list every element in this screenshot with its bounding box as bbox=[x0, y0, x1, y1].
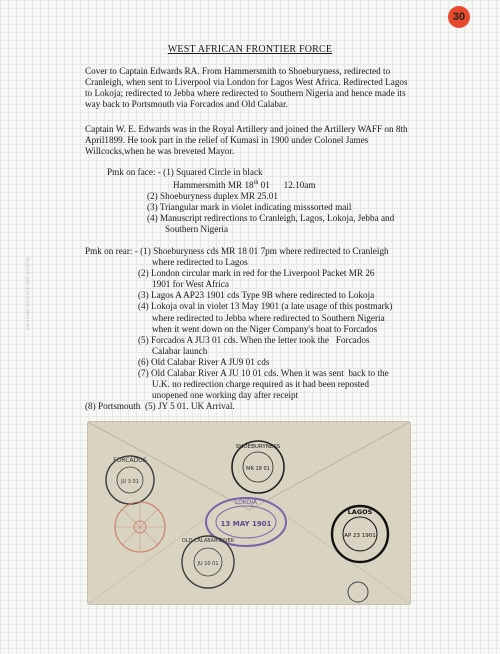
forcados-postmark bbox=[106, 456, 154, 504]
face-line1: Hammersmith MR 18th 01 12.10am bbox=[173, 180, 316, 191]
old-calabar-postmark bbox=[182, 536, 235, 588]
london-red-postmark bbox=[115, 502, 165, 552]
rear-heading: Pmk on rear: - (1) Shoeburyness cds MR 18 01 7pm where redirected to Cranleigh bbox=[85, 246, 389, 256]
svg-text:FORCADOS: FORCADOS bbox=[113, 457, 147, 464]
small-postmark bbox=[348, 582, 368, 602]
description-paragraph: Cover to Captain Edwards RA. From Hammersmith to Shoeburyness, redirected to Cranleigh, when sent to Liverpool via London for Lagos West Africa. Redirected Lagos to Lokoja; redirected to Jebba where redirected to Southern Nigeria and hence made its way back to Portsmouth via Forcados and Old Calabar. bbox=[85, 66, 408, 109]
face-item: (2) Shoeburyness duplex MR 25.01 bbox=[147, 191, 278, 202]
svg-text:JU 3 01: JU 3 01 bbox=[121, 479, 139, 485]
rear-line: (7) Old Calabar River A JU 10 01 cds. When it was sent back to the bbox=[138, 368, 389, 379]
svg-text:13 MAY 1901: 13 MAY 1901 bbox=[220, 520, 272, 528]
shoeburyness-postmark bbox=[232, 441, 284, 493]
face-item: (4) Manuscript redirections to Cranleigh, Lagos, Lokoja, Jebba and bbox=[147, 213, 395, 224]
cover-envelope-image bbox=[88, 422, 410, 604]
rear-line: Calabar launch bbox=[152, 345, 208, 356]
page-number-badge: 30 bbox=[448, 6, 470, 28]
rear-line: U.K. no redirection charge required as it had been reposted bbox=[152, 379, 369, 390]
cover-illustration bbox=[88, 422, 410, 604]
svg-text:LOKOJA: LOKOJA bbox=[235, 499, 257, 506]
rear-line: where redirected to Lagos bbox=[152, 257, 248, 268]
face-item: (3) Triangular mark in violet indicating misssorted mail bbox=[147, 202, 352, 213]
rear-line: (8) Portsmouth (5) JY 5 01. UK Arrival. bbox=[85, 401, 235, 412]
svg-text:JU 10 01: JU 10 01 bbox=[197, 561, 219, 567]
biography-paragraph: Captain W. E. Edwards was in the Royal Artillery and joined the Artillery WAFF on 8th April1899. He took part in the relief of Kumasi in 1900 under Colonel James Willcocks,when he was breveted Mayor. bbox=[85, 124, 408, 156]
page-title: WEST AFRICAN FRONTIER FORCE bbox=[167, 44, 333, 55]
svg-text:LAGOS: LAGOS bbox=[347, 508, 373, 516]
face-heading: Pmk on face: - (1) Squared Circle in black bbox=[107, 167, 263, 177]
rear-line: 1901 for West Africa bbox=[152, 279, 229, 290]
svg-text:OLD CALABAR RIVER: OLD CALABAR RIVER bbox=[181, 538, 235, 544]
rear-line: where redirected to Jebba where redirected to Southern Nigeria bbox=[152, 312, 385, 323]
lagos-postmark bbox=[332, 506, 388, 562]
rear-line: (5) Forcados A JU3 01 cds. When the letter took the Forcados bbox=[138, 334, 370, 345]
rear-line: (4) Lokoja oval in violet 13 May 1901 (a late usage of this postmark) bbox=[138, 301, 393, 312]
rear-postmarks bbox=[85, 246, 430, 412]
side-note: CARD MADE FROM ACID-FREE MATERIAL bbox=[26, 256, 30, 330]
face-item: Southern Nigeria bbox=[165, 224, 229, 235]
face-postmarks bbox=[107, 167, 427, 235]
rear-line: (2) London circular mark in red for the Liverpool Packet MR 26 bbox=[138, 268, 375, 279]
rear-line: unopened one working day after receipt bbox=[152, 390, 299, 401]
svg-text:AP 23 1901: AP 23 1901 bbox=[344, 533, 376, 539]
rear-line: when it went down on the Niger Company's boat to Forcados bbox=[152, 323, 378, 334]
rear-line: (6) Old Calabar River A JU9 01 cds bbox=[138, 356, 270, 367]
svg-text:MR 18 01: MR 18 01 bbox=[246, 466, 270, 472]
rear-line: (3) Lagos A AP23 1901 cds Type 9B where redirected to Lokoja bbox=[138, 290, 375, 301]
svg-text:SHOEBURYNESS: SHOEBURYNESS bbox=[235, 444, 281, 450]
